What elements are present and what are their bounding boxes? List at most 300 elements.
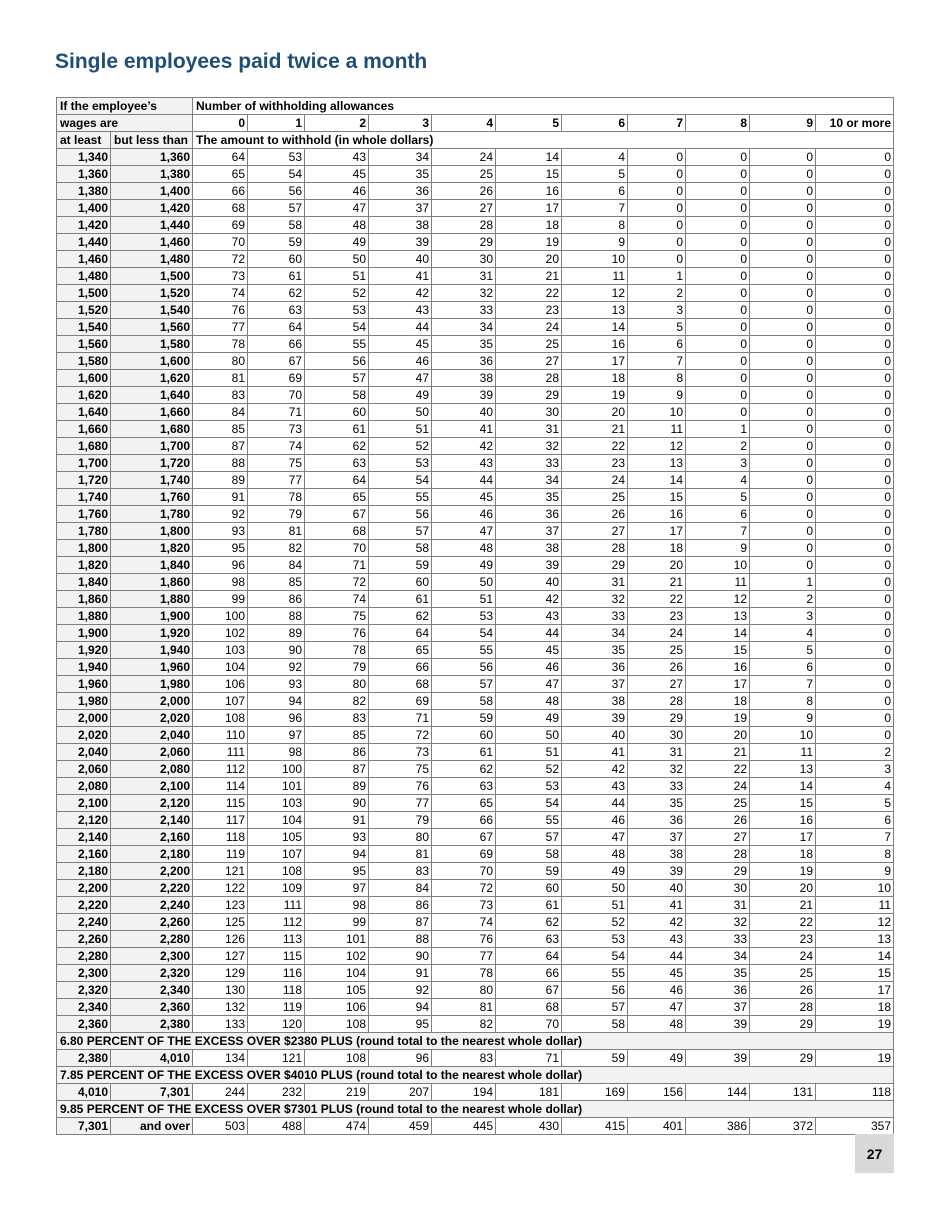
withholding-amount-cell: 13 xyxy=(686,608,750,625)
withholding-amount-cell: 21 xyxy=(628,574,686,591)
withholding-amount-cell: 73 xyxy=(369,744,432,761)
withholding-amount-cell: 24 xyxy=(496,319,562,336)
withholding-amount-cell: 18 xyxy=(816,999,894,1016)
withholding-amount-cell: 47 xyxy=(305,200,369,217)
withholding-amount-cell: 41 xyxy=(628,897,686,914)
wage-less-than-cell: 1,540 xyxy=(111,302,193,319)
withholding-amount-cell: 69 xyxy=(432,846,496,863)
withholding-amount-cell: 5 xyxy=(686,489,750,506)
withholding-amount-cell: 0 xyxy=(816,523,894,540)
withholding-amount-cell: 17 xyxy=(816,982,894,999)
wage-less-than-cell: 2,280 xyxy=(111,931,193,948)
withholding-amount-cell: 0 xyxy=(816,676,894,693)
withholding-amount-cell: 92 xyxy=(193,506,248,523)
withholding-amount-cell: 76 xyxy=(369,778,432,795)
withholding-amount-cell: 69 xyxy=(193,217,248,234)
withholding-amount-cell: 77 xyxy=(369,795,432,812)
withholding-amount-cell: 86 xyxy=(369,897,432,914)
withholding-amount-cell: 6 xyxy=(816,812,894,829)
withholding-amount-cell: 33 xyxy=(628,778,686,795)
withholding-amount-cell: 14 xyxy=(750,778,816,795)
withholding-amount-cell: 0 xyxy=(750,387,816,404)
withholding-amount-cell: 35 xyxy=(496,489,562,506)
withholding-amount-cell: 66 xyxy=(193,183,248,200)
withholding-amount-cell: 0 xyxy=(686,285,750,302)
withholding-amount-cell: 29 xyxy=(686,863,750,880)
wage-at-least-cell: 2,280 xyxy=(57,948,111,965)
withholding-amount-cell: 36 xyxy=(432,353,496,370)
withholding-amount-cell: 62 xyxy=(432,761,496,778)
withholding-amount-cell: 0 xyxy=(816,574,894,591)
withholding-amount-cell: 57 xyxy=(305,370,369,387)
wage-at-least-cell: 1,860 xyxy=(57,591,111,608)
withholding-amount-cell: 47 xyxy=(369,370,432,387)
wage-at-least-cell: 1,640 xyxy=(57,404,111,421)
withholding-amount-cell: 40 xyxy=(562,727,628,744)
withholding-amount-cell: 0 xyxy=(816,234,894,251)
withholding-amount-cell: 37 xyxy=(496,523,562,540)
withholding-amount-cell: 60 xyxy=(248,251,305,268)
withholding-amount-cell: 75 xyxy=(305,608,369,625)
withholding-amount-cell: 93 xyxy=(248,676,305,693)
withholding-amount-cell: 19 xyxy=(686,710,750,727)
withholding-amount-cell: 55 xyxy=(432,642,496,659)
withholding-amount-cell: 91 xyxy=(369,965,432,982)
wage-less-than-cell: 1,880 xyxy=(111,591,193,608)
withholding-amount-cell: 70 xyxy=(432,863,496,880)
withholding-amount-cell: 45 xyxy=(496,642,562,659)
withholding-amount-cell: 46 xyxy=(305,183,369,200)
withholding-amount-cell: 61 xyxy=(496,897,562,914)
withholding-amount-cell: 106 xyxy=(305,999,369,1016)
allowance-col-1: 1 xyxy=(248,115,305,132)
wage-less-than-cell: 2,240 xyxy=(111,897,193,914)
withholding-amount-cell: 0 xyxy=(686,251,750,268)
bracket-note: 9.85 PERCENT OF THE EXCESS OVER $7301 PLUS (round total to the nearest whole dollar) xyxy=(57,1101,894,1118)
withholding-amount-cell: 20 xyxy=(686,727,750,744)
withholding-amount-cell: 50 xyxy=(496,727,562,744)
withholding-amount-cell: 59 xyxy=(248,234,305,251)
wage-less-than-cell: 1,360 xyxy=(111,149,193,166)
withholding-amount-cell: 44 xyxy=(628,948,686,965)
wage-at-least-cell: 2,080 xyxy=(57,778,111,795)
wage-less-than-cell: 1,780 xyxy=(111,506,193,523)
withholding-amount-cell: 8 xyxy=(816,846,894,863)
withholding-amount-cell: 72 xyxy=(369,727,432,744)
withholding-amount-cell: 51 xyxy=(432,591,496,608)
withholding-amount-cell: 112 xyxy=(193,761,248,778)
withholding-amount-cell: 97 xyxy=(248,727,305,744)
wage-at-least-cell: 2,000 xyxy=(57,710,111,727)
withholding-amount-cell: 26 xyxy=(562,506,628,523)
withholding-amount-cell: 0 xyxy=(750,438,816,455)
wage-at-least-cell: 1,740 xyxy=(57,489,111,506)
withholding-amount-cell: 54 xyxy=(248,166,305,183)
withholding-amount-cell: 11 xyxy=(628,421,686,438)
withholding-amount-cell: 5 xyxy=(628,319,686,336)
withholding-amount-cell: 40 xyxy=(628,880,686,897)
wage-at-least-cell: 1,440 xyxy=(57,234,111,251)
withholding-amount-cell: 60 xyxy=(496,880,562,897)
allowance-col-3: 3 xyxy=(369,115,432,132)
wage-less-than-cell: 1,960 xyxy=(111,659,193,676)
wage-at-least-cell: 1,340 xyxy=(57,149,111,166)
withholding-amount-cell: 75 xyxy=(248,455,305,472)
withholding-amount-cell: 121 xyxy=(193,863,248,880)
withholding-amount-cell: 70 xyxy=(305,540,369,557)
withholding-amount-cell: 25 xyxy=(562,489,628,506)
allowance-col-0: 0 xyxy=(193,115,248,132)
withholding-amount-cell: 45 xyxy=(432,489,496,506)
withholding-amount-cell: 118 xyxy=(193,829,248,846)
withholding-amount-cell: 64 xyxy=(369,625,432,642)
header-row-3 xyxy=(57,132,894,149)
withholding-amount-cell: 113 xyxy=(248,931,305,948)
withholding-amount-cell: 0 xyxy=(816,591,894,608)
withholding-amount-cell: 80 xyxy=(305,676,369,693)
withholding-amount-cell: 0 xyxy=(816,268,894,285)
table-row xyxy=(57,744,894,761)
withholding-amount-cell: 0 xyxy=(686,353,750,370)
wage-at-least-cell: 2,200 xyxy=(57,880,111,897)
withholding-amount-cell: 51 xyxy=(496,744,562,761)
wage-less-than-cell: 2,060 xyxy=(111,744,193,761)
withholding-amount-cell: 44 xyxy=(432,472,496,489)
withholding-amount-cell: 72 xyxy=(193,251,248,268)
withholding-amount-cell: 18 xyxy=(686,693,750,710)
withholding-amount-cell: 95 xyxy=(305,863,369,880)
withholding-amount-cell: 63 xyxy=(496,931,562,948)
wage-less-than-cell: 2,020 xyxy=(111,710,193,727)
withholding-amount-cell: 62 xyxy=(305,438,369,455)
withholding-amount-cell: 27 xyxy=(686,829,750,846)
wage-at-least-cell: 1,680 xyxy=(57,438,111,455)
withholding-amount-cell: 52 xyxy=(562,914,628,931)
wage-at-least-cell: 1,780 xyxy=(57,523,111,540)
withholding-amount-cell: 48 xyxy=(305,217,369,234)
withholding-amount-cell: 81 xyxy=(193,370,248,387)
wage-less-than-cell: 1,860 xyxy=(111,574,193,591)
withholding-amount-cell: 13 xyxy=(816,931,894,948)
withholding-amount-cell: 0 xyxy=(750,319,816,336)
withholding-amount-cell: 0 xyxy=(816,506,894,523)
withholding-amount-cell: 36 xyxy=(369,183,432,200)
withholding-amount-cell: 0 xyxy=(750,251,816,268)
withholding-amount-cell: 42 xyxy=(432,438,496,455)
withholding-amount-cell: 38 xyxy=(562,693,628,710)
withholding-amount-cell: 10 xyxy=(816,880,894,897)
withholding-amount-cell: 57 xyxy=(496,829,562,846)
withholding-amount-cell: 87 xyxy=(193,438,248,455)
withholding-amount-cell: 5 xyxy=(562,166,628,183)
withholding-amount-cell: 4 xyxy=(750,625,816,642)
withholding-amount-cell: 47 xyxy=(496,676,562,693)
withholding-amount-cell: 80 xyxy=(432,982,496,999)
withholding-amount-cell: 82 xyxy=(248,540,305,557)
withholding-amount-cell: 28 xyxy=(562,540,628,557)
wage-at-least-cell: 2,160 xyxy=(57,846,111,863)
withholding-amount-cell: 71 xyxy=(248,404,305,421)
withholding-amount-cell: 21 xyxy=(750,897,816,914)
withholding-amount-cell: 30 xyxy=(432,251,496,268)
withholding-amount-cell: 61 xyxy=(248,268,305,285)
withholding-amount-cell: 10 xyxy=(628,404,686,421)
amount-header: The amount to withhold (in whole dollars) xyxy=(193,132,894,149)
table-row xyxy=(57,557,894,574)
withholding-amount-cell: 1 xyxy=(628,268,686,285)
withholding-amount-cell: 58 xyxy=(369,540,432,557)
withholding-amount-cell: 24 xyxy=(628,625,686,642)
withholding-amount-cell: 10 xyxy=(750,727,816,744)
wage-at-least-cell: 2,140 xyxy=(57,829,111,846)
withholding-amount-cell: 80 xyxy=(369,829,432,846)
withholding-amount-cell: 94 xyxy=(369,999,432,1016)
withholding-amount-cell: 27 xyxy=(562,523,628,540)
withholding-amount-cell: 2 xyxy=(628,285,686,302)
withholding-amount-cell: 32 xyxy=(432,285,496,302)
withholding-amount-cell: 48 xyxy=(628,1016,686,1033)
withholding-amount-cell: 86 xyxy=(305,744,369,761)
withholding-amount-cell: 62 xyxy=(369,608,432,625)
withholding-amount-cell: 29 xyxy=(562,557,628,574)
withholding-amount-cell: 91 xyxy=(193,489,248,506)
withholding-amount-cell: 100 xyxy=(248,761,305,778)
wage-less-than-cell: 1,420 xyxy=(111,200,193,217)
withholding-amount-cell: 32 xyxy=(496,438,562,455)
withholding-amount-cell: 29 xyxy=(750,1050,816,1067)
withholding-amount-cell: 58 xyxy=(562,1016,628,1033)
withholding-amount-cell: 51 xyxy=(369,421,432,438)
withholding-amount-cell: 78 xyxy=(432,965,496,982)
withholding-amount-cell: 488 xyxy=(248,1118,305,1135)
withholding-amount-cell: 0 xyxy=(686,404,750,421)
withholding-amount-cell: 0 xyxy=(686,217,750,234)
withholding-amount-cell: 56 xyxy=(562,982,628,999)
withholding-amount-cell: 45 xyxy=(305,166,369,183)
table-row xyxy=(57,897,894,914)
allowance-col-4: 4 xyxy=(432,115,496,132)
wage-at-least-cell: 1,760 xyxy=(57,506,111,523)
withholding-amount-cell: 61 xyxy=(432,744,496,761)
withholding-amount-cell: 2 xyxy=(750,591,816,608)
withholding-amount-cell: 93 xyxy=(193,523,248,540)
withholding-amount-cell: 50 xyxy=(305,251,369,268)
withholding-amount-cell: 49 xyxy=(496,710,562,727)
withholding-amount-cell: 34 xyxy=(432,319,496,336)
withholding-amount-cell: 24 xyxy=(750,948,816,965)
withholding-amount-cell: 7 xyxy=(816,829,894,846)
wage-at-least-cell: 1,400 xyxy=(57,200,111,217)
withholding-amount-cell: 0 xyxy=(750,523,816,540)
withholding-amount-cell: 59 xyxy=(496,863,562,880)
withholding-amount-cell: 22 xyxy=(750,914,816,931)
withholding-amount-cell: 49 xyxy=(628,1050,686,1067)
withholding-amount-cell: 46 xyxy=(562,812,628,829)
withholding-amount-cell: 0 xyxy=(816,421,894,438)
withholding-amount-cell: 36 xyxy=(562,659,628,676)
withholding-amount-cell: 122 xyxy=(193,880,248,897)
withholding-amount-cell: 0 xyxy=(816,370,894,387)
withholding-amount-cell: 89 xyxy=(305,778,369,795)
withholding-amount-cell: 68 xyxy=(193,200,248,217)
withholding-amount-cell: 19 xyxy=(750,863,816,880)
wage-less-than-cell: 1,840 xyxy=(111,557,193,574)
withholding-amount-cell: 0 xyxy=(686,319,750,336)
withholding-amount-cell: 32 xyxy=(562,591,628,608)
withholding-amount-cell: 0 xyxy=(816,302,894,319)
withholding-amount-cell: 11 xyxy=(562,268,628,285)
allowances-header: Number of withholding allowances xyxy=(193,98,894,115)
withholding-amount-cell: 22 xyxy=(686,761,750,778)
withholding-amount-cell: 15 xyxy=(816,965,894,982)
withholding-amount-cell: 57 xyxy=(369,523,432,540)
withholding-amount-cell: 0 xyxy=(750,183,816,200)
withholding-amount-cell: 16 xyxy=(750,812,816,829)
allowance-col-9: 9 xyxy=(750,115,816,132)
allowance-col-2: 2 xyxy=(305,115,369,132)
withholding-amount-cell: 24 xyxy=(432,149,496,166)
withholding-amount-cell: 43 xyxy=(628,931,686,948)
withholding-amount-cell: 97 xyxy=(305,880,369,897)
withholding-amount-cell: 130 xyxy=(193,982,248,999)
withholding-amount-cell: 45 xyxy=(369,336,432,353)
wage-at-least-cell: 2,380 xyxy=(57,1050,111,1067)
withholding-amount-cell: 89 xyxy=(193,472,248,489)
withholding-amount-cell: 39 xyxy=(628,863,686,880)
withholding-amount-cell: 0 xyxy=(816,353,894,370)
table-row xyxy=(57,234,894,251)
withholding-amount-cell: 4 xyxy=(562,149,628,166)
table-row xyxy=(57,982,894,999)
wage-at-least-cell: 2,180 xyxy=(57,863,111,880)
withholding-amount-cell: 89 xyxy=(248,625,305,642)
withholding-amount-cell: 19 xyxy=(496,234,562,251)
withholding-amount-cell: 96 xyxy=(369,1050,432,1067)
wage-at-least-cell: 1,360 xyxy=(57,166,111,183)
withholding-amount-cell: 37 xyxy=(562,676,628,693)
withholding-amount-cell: 126 xyxy=(193,931,248,948)
withholding-amount-cell: 65 xyxy=(305,489,369,506)
withholding-amount-cell: 98 xyxy=(193,574,248,591)
allowance-col-10-or-more: 10 or more xyxy=(816,115,894,132)
withholding-amount-cell: 111 xyxy=(248,897,305,914)
withholding-amount-cell: 73 xyxy=(193,268,248,285)
withholding-amount-cell: 54 xyxy=(432,625,496,642)
withholding-amount-cell: 8 xyxy=(562,217,628,234)
withholding-amount-cell: 70 xyxy=(496,1016,562,1033)
withholding-amount-cell: 42 xyxy=(562,761,628,778)
withholding-amount-cell: 9 xyxy=(686,540,750,557)
withholding-amount-cell: 41 xyxy=(369,268,432,285)
table-row xyxy=(57,880,894,897)
withholding-amount-cell: 116 xyxy=(248,965,305,982)
withholding-amount-cell: 66 xyxy=(496,965,562,982)
withholding-amount-cell: 0 xyxy=(750,285,816,302)
page-title: Single employees paid twice a month xyxy=(55,50,428,73)
table-row xyxy=(57,387,894,404)
withholding-amount-cell: 75 xyxy=(369,761,432,778)
withholding-amount-cell: 36 xyxy=(496,506,562,523)
table-row xyxy=(57,829,894,846)
withholding-amount-cell: 207 xyxy=(369,1084,432,1101)
withholding-amount-cell: 115 xyxy=(193,795,248,812)
withholding-amount-cell: 18 xyxy=(496,217,562,234)
wage-at-least-cell: 2,240 xyxy=(57,914,111,931)
withholding-amount-cell: 0 xyxy=(816,693,894,710)
withholding-amount-cell: 60 xyxy=(369,574,432,591)
withholding-amount-cell: 85 xyxy=(248,574,305,591)
withholding-amount-cell: 87 xyxy=(305,761,369,778)
wage-at-least-cell: 1,560 xyxy=(57,336,111,353)
withholding-amount-cell: 39 xyxy=(496,557,562,574)
withholding-amount-cell: 70 xyxy=(193,234,248,251)
withholding-amount-cell: 111 xyxy=(193,744,248,761)
withholding-amount-cell: 17 xyxy=(750,829,816,846)
withholding-amount-cell: 0 xyxy=(686,234,750,251)
withholding-amount-cell: 194 xyxy=(432,1084,496,1101)
withholding-amount-cell: 13 xyxy=(628,455,686,472)
withholding-amount-cell: 64 xyxy=(496,948,562,965)
wage-less-than-cell: 2,300 xyxy=(111,948,193,965)
withholding-amount-cell: 102 xyxy=(305,948,369,965)
withholding-amount-cell: 0 xyxy=(628,234,686,251)
withholding-amount-cell: 32 xyxy=(686,914,750,931)
withholding-amount-cell: 119 xyxy=(193,846,248,863)
wage-at-least-cell: 2,340 xyxy=(57,999,111,1016)
withholding-amount-cell: 53 xyxy=(432,608,496,625)
withholding-amount-cell: 35 xyxy=(369,166,432,183)
withholding-amount-cell: 0 xyxy=(750,557,816,574)
withholding-amount-cell: 11 xyxy=(816,897,894,914)
withholding-amount-cell: 28 xyxy=(432,217,496,234)
withholding-amount-cell: 109 xyxy=(248,880,305,897)
withholding-amount-cell: 68 xyxy=(496,999,562,1016)
withholding-amount-cell: 0 xyxy=(816,387,894,404)
withholding-amount-cell: 35 xyxy=(562,642,628,659)
withholding-amount-cell: 81 xyxy=(432,999,496,1016)
withholding-amount-cell: 20 xyxy=(562,404,628,421)
withholding-amount-cell: 0 xyxy=(816,659,894,676)
withholding-amount-cell: 39 xyxy=(369,234,432,251)
wage-at-least-cell: 1,520 xyxy=(57,302,111,319)
withholding-amount-cell: 21 xyxy=(496,268,562,285)
wage-at-least-cell: 1,540 xyxy=(57,319,111,336)
withholding-amount-cell: 54 xyxy=(369,472,432,489)
withholding-amount-cell: 42 xyxy=(628,914,686,931)
withholding-amount-cell: 102 xyxy=(193,625,248,642)
wage-less-than-cell: 1,600 xyxy=(111,353,193,370)
withholding-amount-cell: 47 xyxy=(432,523,496,540)
withholding-amount-cell: 0 xyxy=(686,387,750,404)
withholding-amount-cell: 92 xyxy=(369,982,432,999)
withholding-amount-cell: 27 xyxy=(628,676,686,693)
withholding-amount-cell: 8 xyxy=(628,370,686,387)
wage-at-least-cell: 1,460 xyxy=(57,251,111,268)
withholding-amount-cell: 0 xyxy=(816,438,894,455)
wage-less-than-cell: 1,440 xyxy=(111,217,193,234)
withholding-amount-cell: 83 xyxy=(193,387,248,404)
wage-at-least-cell: 1,700 xyxy=(57,455,111,472)
wage-less-than-cell: 1,900 xyxy=(111,608,193,625)
withholding-amount-cell: 43 xyxy=(305,149,369,166)
withholding-amount-cell: 56 xyxy=(432,659,496,676)
withholding-amount-cell: 57 xyxy=(248,200,305,217)
withholding-amount-cell: 38 xyxy=(369,217,432,234)
table-row xyxy=(57,438,894,455)
withholding-amount-cell: 3 xyxy=(628,302,686,319)
withholding-amount-cell: 0 xyxy=(750,234,816,251)
withholding-amount-cell: 96 xyxy=(248,710,305,727)
